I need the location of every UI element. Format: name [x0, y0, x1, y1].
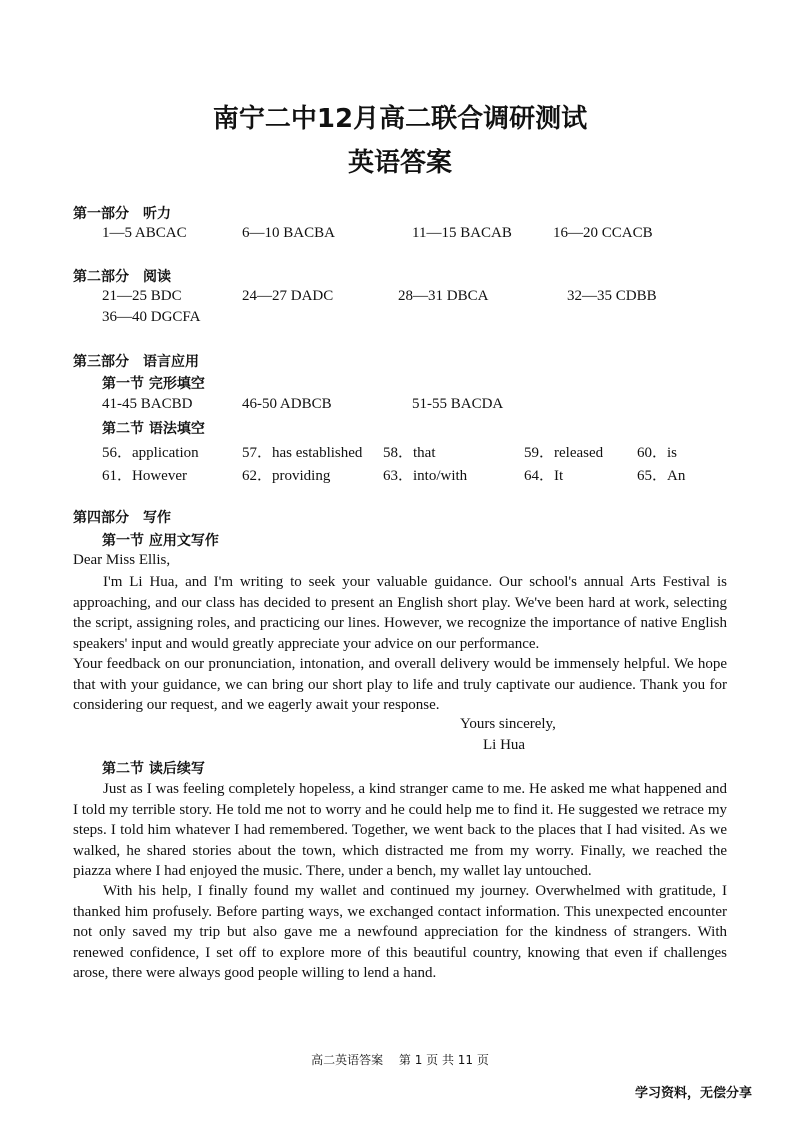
grammar-answer: 64．It — [524, 468, 564, 484]
answer-group: 46-50 ADBCB — [242, 396, 332, 412]
answer-group: 11—15 BACAB — [412, 225, 512, 241]
grammar-answer: 56．application — [102, 445, 199, 461]
letter-paragraph-2: Your feedback on our pronunciation, intonation, and overall delivery would be immensely helpful. We hope that with your guidance, we can bring our short play to life and truly captivate our audience. Thank you for considering our request, and we eagerly await your response. — [73, 656, 727, 714]
document-subtitle: 英语答案 — [347, 148, 452, 178]
answer-group: 24—27 DADC — [242, 288, 334, 304]
part1-heading: 第一部分 听力 — [73, 206, 171, 222]
grammar-answer: 58．that — [383, 445, 436, 461]
answer-group: 41-45 BACBD — [102, 396, 193, 412]
answer-group: 28—31 DBCA — [398, 288, 489, 304]
part2-heading: 第二部分 阅读 — [73, 269, 171, 285]
grammar-answer: 62．providing — [242, 468, 331, 484]
letter-signature: Li Hua — [483, 737, 526, 753]
grammar-answer: 63．into/with — [383, 468, 468, 484]
letter-paragraph-1: I'm Li Hua, and I'm writing to seek your valuable guidance. Our school's annual Arts Festival is approaching, and our class has decided to present an English short play. We've been hard at work, selecting the script, assigning roles, and practicing our lines. However, we recognize the importance of native English speakers' input and would greatly appreciate your advice on our performance. — [73, 574, 727, 652]
part3-heading: 第三部分 语言应用 — [73, 354, 199, 370]
story-paragraph-1: Just as I was feeling completely hopeless, a kind stranger came to me. He asked me what happened and I told my terrible story. He told me not to worry and he could help me to find it. He suggested we retrace my steps. I told him whatever I had remembered. Together, we went back to the places that I had visited. As we walked, he shared stories about the town, which distracted me from my worry. Finally, we reached the piazza where I had enjoyed the music. There, under a bench, my wallet lay untouched. — [73, 781, 727, 880]
answer-group: 21—25 BDC — [102, 288, 182, 304]
answer-group: 1—5 ABCAC — [102, 225, 187, 241]
grammar-answer: 65．An — [637, 468, 686, 484]
practical-writing-heading: 第一节 应用文写作 — [102, 533, 219, 549]
part4-heading: 第四部分 写作 — [73, 510, 171, 526]
continuation-writing-heading: 第二节 读后续写 — [102, 761, 205, 777]
grammar-answer: 60．is — [637, 445, 678, 461]
answer-group: 16—20 CCACB — [553, 225, 653, 241]
answer-group: 36—40 DGCFA — [102, 309, 201, 325]
cloze-heading: 第一节 完形填空 — [102, 376, 205, 392]
answer-group: 32—35 CDBB — [567, 288, 657, 304]
page-footer: 高二英语答案 第 1 页 共 11 页 — [311, 1053, 489, 1067]
document-title: 南宁二中12月高二联合调研测试 — [212, 104, 588, 134]
grammar-answer: 59．released — [524, 445, 604, 461]
story-paragraph-2: With his help, I finally found my wallet and continued my journey. Overwhelmed with gratitude, I thanked him profusely. Before parting ways, we exchanged contact information. This unexpected encounter not only saved my trip but also gave me a newfound appreciation for the kindness of strangers. With renewed confidence, I set off to explore more of this beautiful country, knowing that even if challenges arose, there were always good people willing to lend a hand. — [73, 883, 727, 982]
share-note: 学习资料，无偿分享 — [634, 1086, 752, 1101]
answer-group: 6—10 BACBA — [242, 225, 335, 241]
grammar-answer: 61．However — [102, 468, 187, 484]
letter-salutation: Dear Miss Ellis, — [73, 552, 171, 568]
letter-closing: Yours sincerely, — [460, 716, 556, 732]
grammar-fill-heading: 第二节 语法填空 — [102, 421, 205, 437]
grammar-answer: 57．has established — [242, 445, 363, 461]
answer-group: 51-55 BACDA — [412, 396, 504, 412]
